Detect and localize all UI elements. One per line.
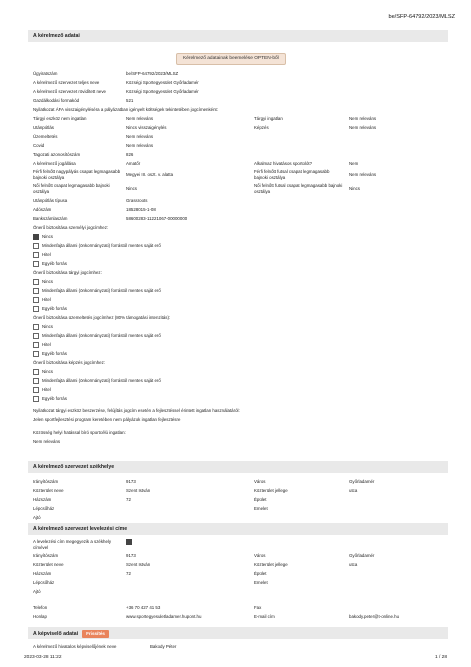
- label: Utánpótlás típusa: [33, 198, 68, 203]
- checkbox-option[interactable]: Hitel: [33, 342, 445, 348]
- label: Emelet: [254, 580, 268, 585]
- label: A kérelmező szervezet rövidített neve: [33, 89, 106, 94]
- label: Covid: [33, 143, 45, 148]
- checkbox-icon[interactable]: [33, 342, 39, 348]
- value: Nem: [349, 161, 359, 166]
- value: Nem releváns: [349, 125, 377, 130]
- footer-date: 2023-03-28 11:22: [24, 655, 62, 661]
- checkbox-option[interactable]: Nincs: [33, 234, 445, 240]
- label: Női felnőtt futsal csapat legmagasabb bajnoki osztálya: [254, 183, 343, 194]
- label: A levelezési cím megegyezik a székhely címével: [33, 539, 112, 550]
- checkbox-icon[interactable]: [33, 369, 39, 375]
- label: A kérelmező hivatalos képviselőjének neve: [33, 644, 117, 649]
- checkbox-icon[interactable]: [33, 333, 39, 339]
- checkbox-icon[interactable]: [33, 324, 39, 330]
- checkbox-icon[interactable]: [33, 252, 39, 258]
- checkbox-icon[interactable]: [33, 288, 39, 294]
- note-text: Jelen sportfejlesztési program keretében nem pályázok ingatlan fejlesztésre: [33, 417, 181, 422]
- value: Grassroots: [126, 198, 148, 203]
- checkbox-option[interactable]: Egyéb forrás: [33, 351, 445, 357]
- checkbox-option[interactable]: Mindenfajta állami (önkormányzati) forrástól mentes saját erő: [33, 378, 445, 384]
- checkbox-option[interactable]: Hitel: [33, 297, 445, 303]
- label: Közterület jellege: [254, 562, 288, 567]
- note-text: Közösség helyi hatással bíró sportcélú ingatlan:: [33, 430, 126, 435]
- checkbox-option[interactable]: Mindenfajta állami (önkormányzati) forrástól mentes saját erő: [33, 288, 445, 294]
- value: Szent István: [126, 562, 151, 567]
- section-applicant: A kérelmező adatai: [28, 30, 448, 42]
- group-title: Önerő biztosítása képzés jogcímhez:: [33, 360, 105, 365]
- value: Községi Sportegyesület Győrladamér: [126, 80, 199, 85]
- label: A kérelmező szervezet teljes neve: [33, 80, 100, 85]
- label: Közterület neve: [33, 562, 64, 567]
- section-seat: A kérelmező szervezet székhelye: [28, 461, 448, 473]
- checkbox-option[interactable]: Hitel: [33, 252, 445, 258]
- checkbox-icon[interactable]: [33, 378, 39, 384]
- label: Alkalmaz hivatásos sportolót?: [254, 161, 313, 166]
- website-link[interactable]: www.sportegyesuletladamer.hupont.hu: [126, 614, 202, 619]
- group-title: Önerő biztosítása üzemeltetés jogcímhez (80% támogatási intenzitás):: [33, 315, 171, 320]
- label: Honlap: [33, 614, 47, 619]
- checkbox-checked-icon[interactable]: [33, 234, 39, 240]
- value: 58600283-11221067-00000000: [126, 216, 188, 221]
- value: Győrladamér: [349, 553, 375, 558]
- label: Irányítószám: [33, 553, 59, 558]
- label: Férfi felnőtt futsal csapat legmagasabb bajnoki osztálya: [254, 169, 330, 180]
- checkbox-icon[interactable]: [33, 297, 39, 303]
- checkbox-icon[interactable]: [33, 351, 39, 357]
- value: utca: [349, 562, 358, 567]
- checkbox-option[interactable]: Nincs: [33, 279, 445, 285]
- checkbox-option[interactable]: Mindenfajta állami (önkormányzati) forrástól mentes saját erő: [33, 243, 445, 249]
- label: Épület: [254, 571, 267, 576]
- label: Házszám: [33, 571, 52, 576]
- checkbox-icon[interactable]: [33, 261, 39, 267]
- checkbox-option[interactable]: Nincs: [33, 324, 445, 330]
- checkbox-checked-icon[interactable]: [126, 539, 132, 545]
- afa-note: Nyilatkozat ÁFA visszaigényléséra a pályázatban igényelt költségek tekintetében jogcímenként:: [33, 107, 218, 112]
- checkbox-icon[interactable]: [33, 243, 39, 249]
- value: Nem releváns: [126, 143, 154, 148]
- label: Irányítószám: [33, 479, 59, 484]
- value: 9173: [126, 479, 136, 484]
- label: Közterület jellege: [254, 488, 288, 493]
- checkbox-option[interactable]: Hitel: [33, 387, 445, 393]
- label: Adószám: [33, 207, 52, 212]
- value: Nem releváns: [349, 116, 377, 121]
- label: Gazdálkodási formakód: [33, 98, 80, 103]
- value: Szent István: [126, 488, 151, 493]
- value: be/SFP-64792/2023/MLSZ: [126, 71, 179, 76]
- value: Nincs: [126, 186, 137, 191]
- label: A kérelmező jogállása: [33, 161, 76, 166]
- label: Üzemeltetés: [33, 134, 58, 139]
- checkbox-option[interactable]: Egyéb forrás: [33, 261, 445, 267]
- group-title: Önerő biztosítása személyi jogcímhez:: [33, 225, 109, 230]
- value: Győrladamér: [349, 479, 375, 484]
- label: Ajtó: [33, 589, 41, 594]
- checkbox-icon[interactable]: [33, 279, 39, 285]
- value: Bakody Péter: [150, 644, 177, 649]
- value: utca: [349, 488, 358, 493]
- label: E-mail cím: [254, 614, 275, 619]
- label: Tagozati azonosítószám: [33, 152, 81, 157]
- label: Lépcsőház: [33, 580, 55, 585]
- label: Férfi felnőtt nagypályás csapat legmagasabb bajnoki osztálya: [33, 169, 121, 180]
- label: Város: [254, 479, 266, 484]
- label: Lépcsőház: [33, 506, 55, 511]
- email-link[interactable]: bakody.peter@t-online.hu: [349, 614, 400, 619]
- label: Házszám: [33, 497, 52, 502]
- checkbox-icon[interactable]: [33, 396, 39, 402]
- label: Tárgyi ingatlan: [254, 116, 283, 121]
- label: Utánpótlás: [33, 125, 54, 130]
- value: 72: [126, 497, 131, 502]
- checkbox-icon[interactable]: [33, 387, 39, 393]
- value: Nem releváns: [126, 134, 154, 139]
- label: Közterület neve: [33, 488, 64, 493]
- checkbox-option[interactable]: Nincs: [33, 369, 445, 375]
- value: Megyei III. oszt. v. alatta: [126, 172, 174, 177]
- value: Nem releváns: [126, 116, 154, 121]
- section-representative: A képviselő adatai Frissítés: [28, 627, 448, 639]
- value: 72: [126, 571, 131, 576]
- same-address-checkbox[interactable]: [126, 539, 135, 545]
- checkbox-option[interactable]: Mindenfajta állami (önkormányzati) forrástól mentes saját erő: [33, 333, 445, 339]
- value: +36 70 427 41 53: [126, 605, 161, 610]
- value: 521: [126, 98, 134, 103]
- label: Ajtó: [33, 515, 41, 520]
- checkbox-option[interactable]: Egyéb forrás: [33, 306, 445, 312]
- refresh-button[interactable]: Frissítés: [82, 630, 109, 638]
- label: Épület: [254, 497, 267, 502]
- checkbox-icon[interactable]: [33, 306, 39, 312]
- opten-import-button[interactable]: Kérelmező adatainak beemelése OPTEN-ből: [176, 53, 286, 65]
- note-text: Nyilatkozat tárgyi eszköz beszerzése, felújítás jogcím esetén a fejlesztéssel érintett ingatlan használatáról:: [33, 408, 240, 413]
- value: 9173: [126, 553, 136, 558]
- value: 826: [126, 152, 134, 157]
- checkbox-option[interactable]: Egyéb forrás: [33, 396, 445, 402]
- section-mailing: A kérelmező szervezet levelezési címe: [28, 523, 448, 535]
- document-reference: be/SFP-64792/2023/MLSZ: [388, 14, 455, 20]
- label: Ügyiratszám: [33, 71, 58, 76]
- footer-page-number: 1 / 28: [434, 655, 447, 661]
- label: Női felnőtt csapat legmagasabb bajnoki osztálya: [33, 183, 110, 194]
- label: Képzés: [254, 125, 269, 130]
- value: 18528015-1-08: [126, 207, 156, 212]
- label: Telefon: [33, 605, 48, 610]
- value: Községi Sportegyesület Győrladamér: [126, 89, 199, 94]
- label: Város: [254, 553, 266, 558]
- label: Emelet: [254, 506, 268, 511]
- label: Bankszámlaszám: [33, 216, 68, 221]
- group-title: Önerő biztosítása tárgyi jogcímhez:: [33, 270, 102, 275]
- label: Tárgyi eszköz nem ingatlan: [33, 116, 87, 121]
- value: Nincs visszaigénylés: [126, 125, 167, 130]
- note-text: Nem releváns: [33, 439, 61, 444]
- value: Nincs: [349, 186, 360, 191]
- value: Amatőr: [126, 161, 141, 166]
- value: Nem releváns: [349, 172, 377, 177]
- label: Fax: [254, 605, 262, 610]
